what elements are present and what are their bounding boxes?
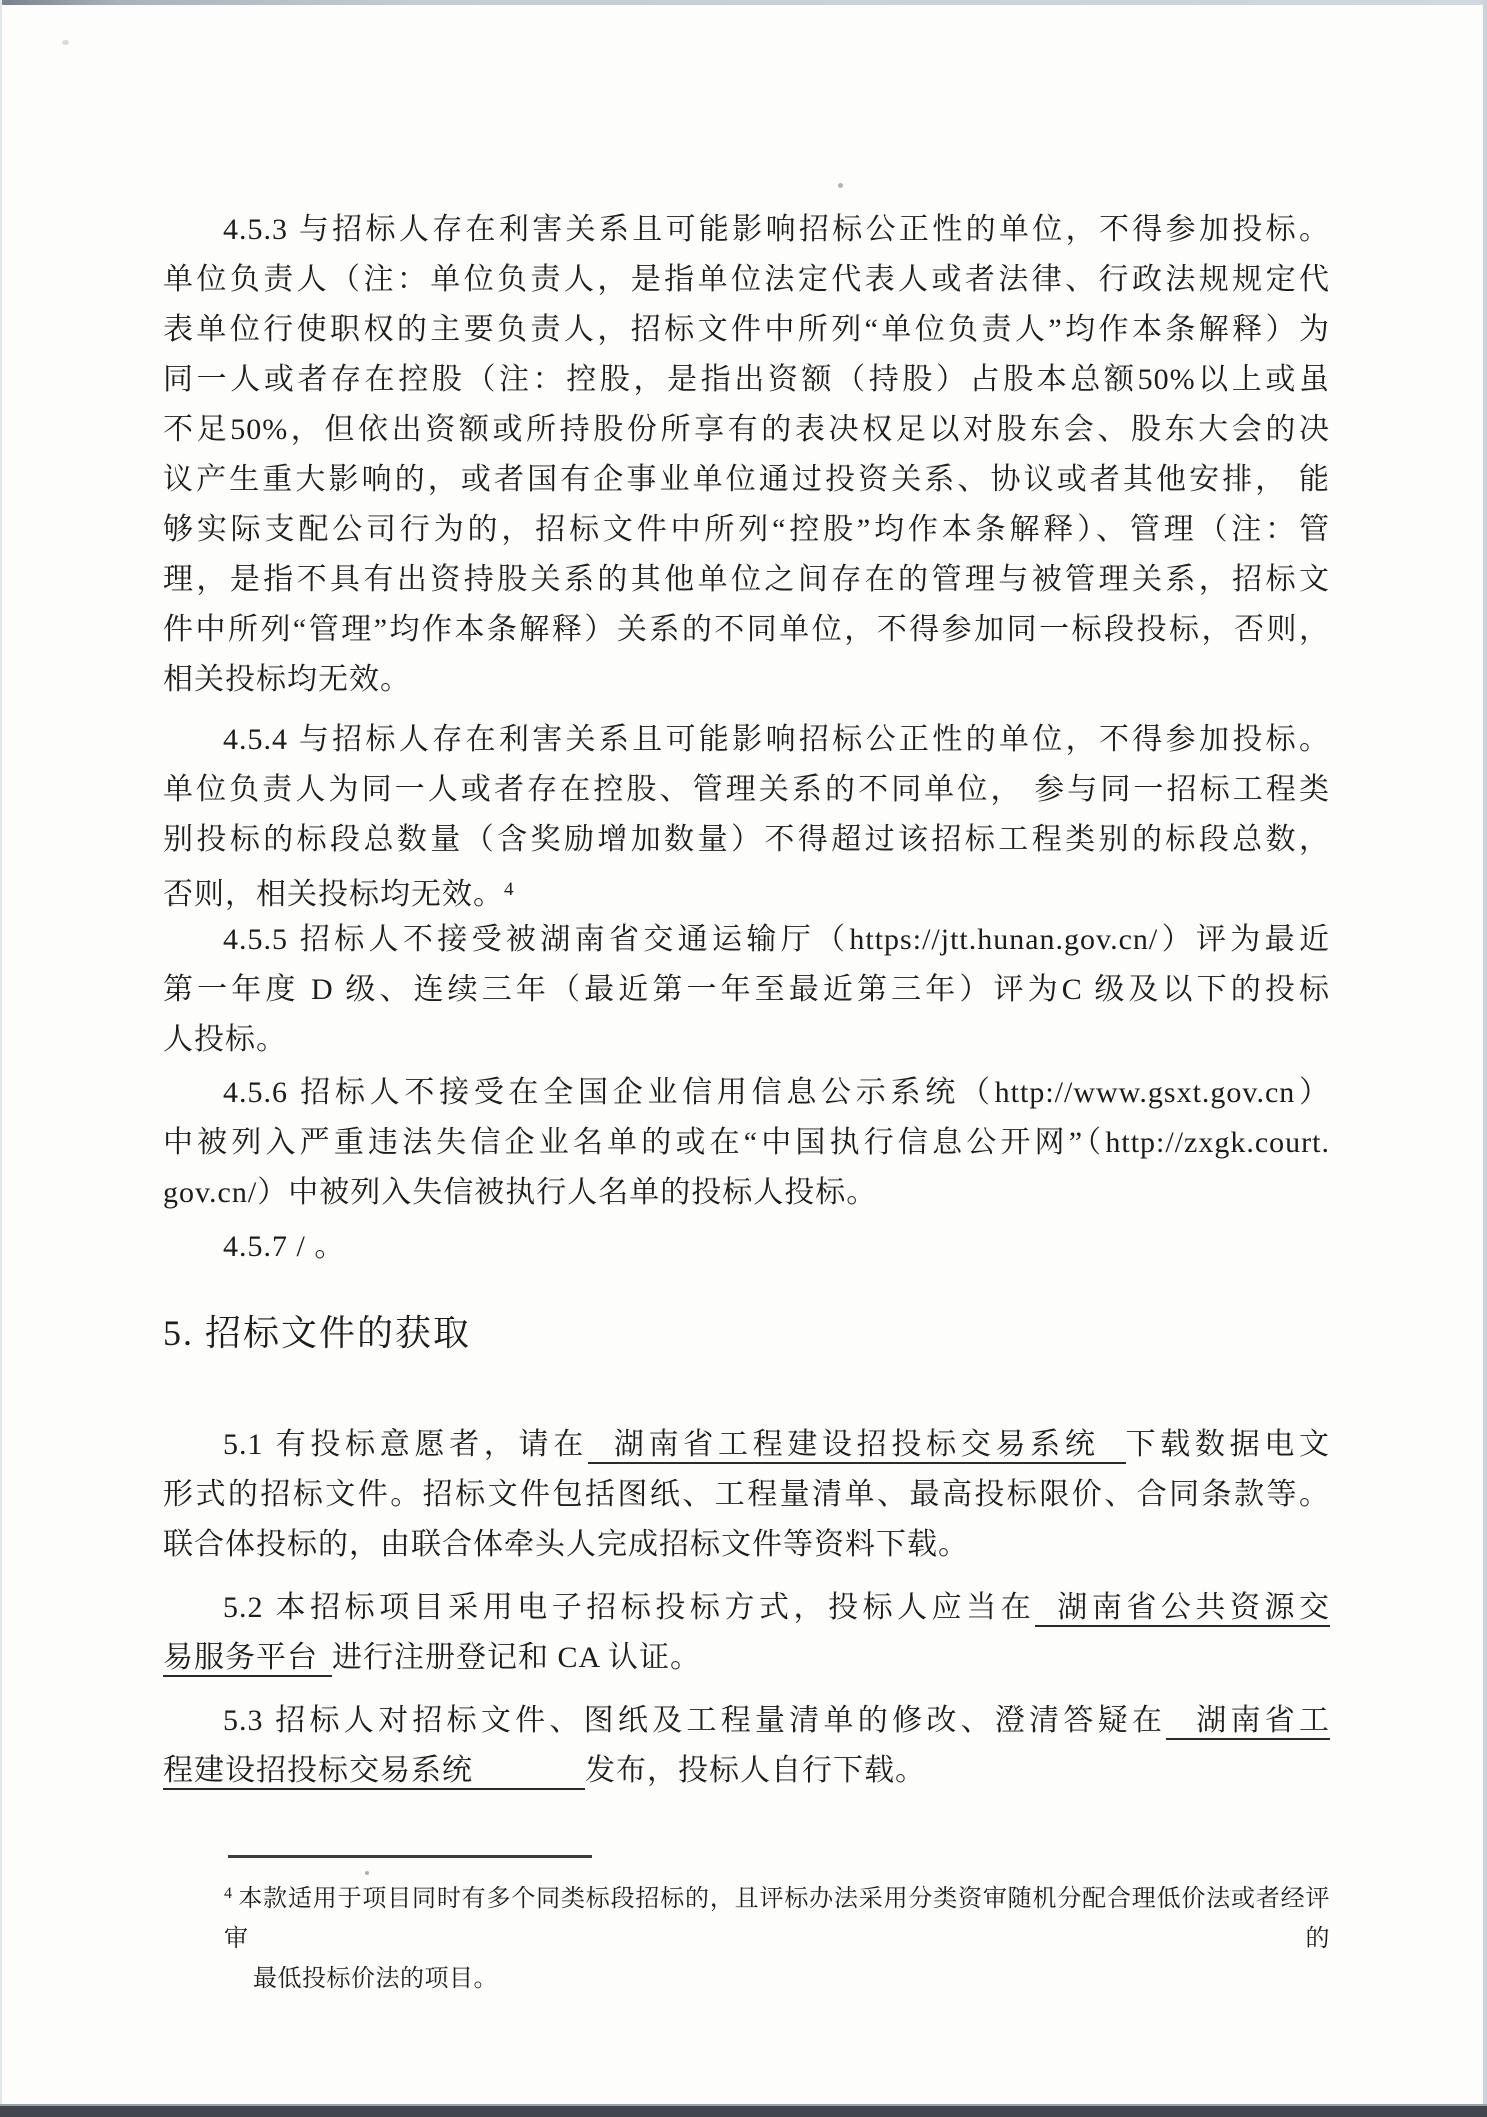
clause-4-5-7 [163, 1222, 1330, 1272]
text-line: 够实际支配公司行为的，招标文件中所列“控股”均作本条解释）、管理（注：管 [163, 513, 1330, 546]
clause-4-5-6 [163, 1068, 1330, 1218]
text-line: 形式的招标文件。招标文件包括图纸、工程量清单、最高投标限价、合同条款等。 [163, 1478, 1330, 1511]
text-line [163, 1746, 1330, 1796]
underlined-platform-name: 湖南省工程建设招投标交易系统 [588, 1428, 1126, 1464]
text-line: 表单位行使职权的主要负责人，招标文件中所列“单位负责人”均作本条解释）为 [163, 313, 1330, 346]
footnote-line: 最低投标价法的项目。 [253, 1966, 498, 1992]
text-line: 件中所列“管理”均作本条解释）关系的不同单位，不得参加同一标段投标，否则， [163, 613, 1330, 646]
underlined-platform-name: 易服务平台 [163, 1641, 332, 1677]
section-5-heading [163, 1308, 1330, 1358]
scan-edge-left [0, 0, 2, 2117]
text-line: 4.5.6 招标人不接受在全国企业信用信息公示系统（http://www.gsxt.gov.cn） [223, 1076, 1330, 1109]
clause-4-5-4 [163, 715, 1330, 915]
text-line: 联合体投标的，由联合体牵头人完成招标文件等资料下载。 [163, 1528, 969, 1561]
footnote-marker: 4 [224, 1885, 232, 1902]
clause-5-1-suffix: 下载数据电文 [1125, 1428, 1331, 1461]
text-line: 中被列入严重违法失信企业名单的或在“中国执行信息公开网”（http://zxgk.court. [163, 1126, 1330, 1159]
text-line: 4.5.7 / 。 [223, 1230, 346, 1263]
clause-5-2-prefix: 5.2 本招标项目采用电子招标投标方式，投标人应当在 [223, 1591, 1036, 1624]
scan-edge-top [0, 0, 1487, 5]
text-line: 不足50%，但依出资额或所持股份所享有的表决权足以对股东会、股东大会的决 [163, 413, 1330, 446]
footnote [163, 1874, 1330, 1999]
document-body [163, 205, 1330, 1999]
footnote-separator [228, 1855, 592, 1858]
clause-5-3-suffix: 发布，投标人自行下载。 [585, 1754, 926, 1787]
clause-5-1-prefix: 5.1 有投标意愿者，请在 [223, 1428, 588, 1461]
text-line: 别投标的标段总数量（含奖励增加数量）不得超过该招标工程类别的标段总数， [163, 823, 1330, 856]
underlined-platform-name: 湖南省公共资源交 [1035, 1591, 1330, 1627]
text-line: gov.cn/）中被列入失信被执行人名单的投标人投标。 [163, 1176, 878, 1209]
text-line [163, 865, 1330, 915]
text-line: 4.5.4 与招标人存在利害关系且可能影响招标公正性的单位，不得参加投标。 [223, 723, 1330, 756]
clause-4-5-5 [163, 915, 1330, 1065]
text-line: 同一人或者存在控股（注：控股，是指出资额（持股）占股本总额50%以上或虽 [163, 363, 1330, 396]
clause-4-5-3 [163, 205, 1330, 705]
clause-5-3 [163, 1696, 1330, 1796]
text-line: 理，是指不具有出资持股关系的其他单位之间存在的管理与被管理关系，招标文 [163, 563, 1330, 596]
footnote-reference: 4 [504, 879, 514, 900]
footnote-line [224, 1874, 1330, 1959]
text-line: 单位负责人为同一人或者存在控股、管理关系的不同单位， 参与同一招标工程类 [163, 773, 1330, 806]
clause-5-2-suffix: 进行注册登记和 CA 认证。 [332, 1641, 702, 1674]
clause-5-2 [163, 1583, 1330, 1683]
scan-artifact-dot [838, 183, 843, 188]
text-line [163, 1583, 1330, 1633]
text-line: 4.5.3 与招标人存在利害关系且可能影响招标公正性的单位，不得参加投标。 [223, 213, 1330, 246]
text-line [163, 1420, 1330, 1470]
text-line: 议产生重大影响的，或者国有企事业单位通过投资关系、协议或者其他安排， 能 [163, 463, 1330, 496]
scan-edge-bottom [0, 2104, 1487, 2117]
text-line: 第一年度 D 级、连续三年（最近第一年至最近第三年）评为C 级及以下的投标 [163, 973, 1330, 1006]
text-line: 4.5.5 招标人不接受被湖南省交通运输厅（https://jtt.hunan.gov.cn/）评为最近 [223, 923, 1330, 956]
heading-text: 5. 招标文件的获取 [163, 1313, 472, 1353]
scan-artifact-dot [62, 40, 69, 45]
clause-5-1 [163, 1420, 1330, 1570]
footnote-text: 本款适用于项目同时有多个同类标段招标的，且评标办法采用分类资审随机分配合理低价法或者经评审的 [224, 1886, 1330, 1952]
underlined-platform-name: 湖南省工 [1166, 1704, 1330, 1740]
text-line: 单位负责人（注：单位负责人，是指单位法定代表人或者法律、行政法规规定代 [163, 263, 1330, 296]
text-line [163, 1696, 1330, 1746]
text-line: 相关投标均无效。 [163, 663, 411, 696]
scan-edge-right [1483, 0, 1487, 2117]
text-line [163, 1633, 1330, 1683]
clause-4-5-4-last-line: 否则，相关投标均无效。 [163, 878, 504, 911]
text-line: 人投标。 [163, 1023, 287, 1056]
clause-5-3-prefix: 5.3 招标人对招标文件、图纸及工程量清单的修改、澄清答疑在 [223, 1704, 1167, 1737]
underlined-platform-name: 程建设招投标交易系统 [163, 1754, 585, 1790]
